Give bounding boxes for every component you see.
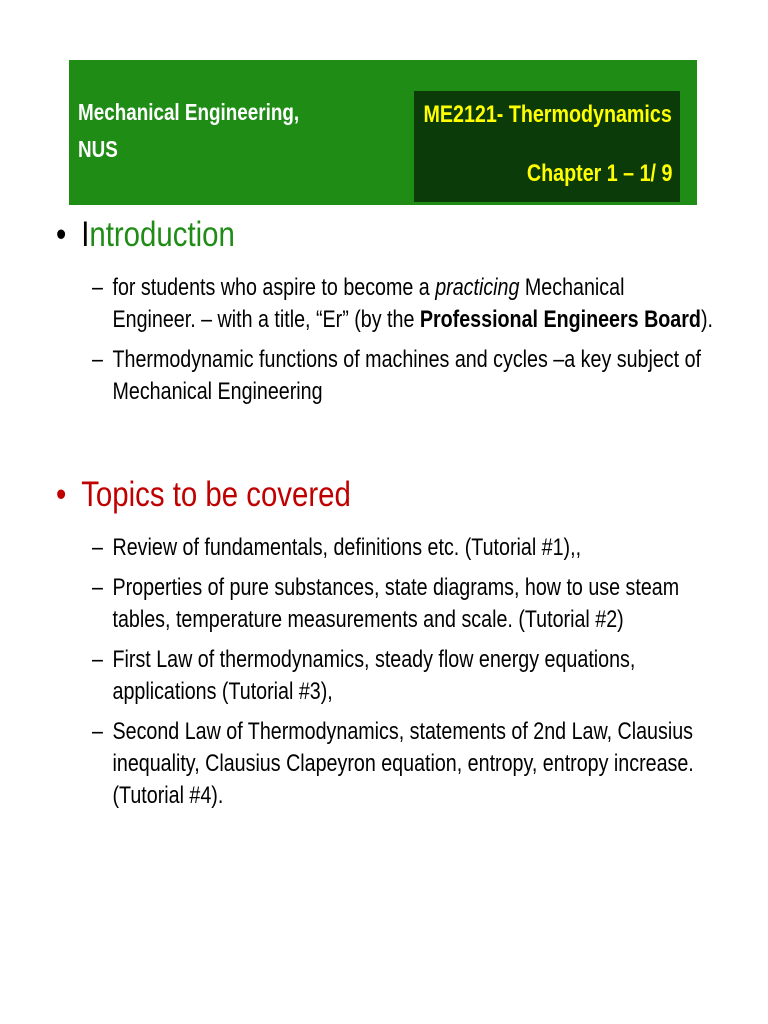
topics-heading-text: Topics to be covered xyxy=(81,475,351,514)
list-item-line: Properties of pure substances, state diagrams, how to use steam xyxy=(112,574,680,601)
department-line-2: NUS xyxy=(78,136,118,162)
list-item-line: (Tutorial #4). xyxy=(112,782,224,809)
bold-text: Professional Engineers Board xyxy=(419,306,701,333)
dash-icon: – xyxy=(92,718,103,745)
topics-heading xyxy=(56,475,351,515)
dash-icon: – xyxy=(92,646,103,673)
list-item xyxy=(92,572,694,636)
text-run: Mechanical xyxy=(519,274,625,301)
text-run: for students who aspire to become a xyxy=(112,274,436,301)
dash-icon: – xyxy=(92,346,103,373)
list-item xyxy=(92,532,694,564)
list-item xyxy=(92,344,713,408)
list-item-line xyxy=(113,304,713,336)
bullet-icon: • xyxy=(56,475,67,514)
list-item-line: Review of fundamentals, definitions etc. (Tutorial #1),, xyxy=(112,534,582,561)
bullet-icon: • xyxy=(56,215,67,254)
list-item-line: tables, temperature measurements and scale. (Tutorial #2) xyxy=(112,606,624,633)
emphasis-text: practicing xyxy=(435,274,520,301)
course-box xyxy=(414,91,680,202)
list-item-line: Thermodynamic functions of machines and cycles –a key subject of xyxy=(112,346,702,373)
list-item-line: applications (Tutorial #3), xyxy=(112,678,333,705)
text-run: Engineer. – with a title, “Er” (by the xyxy=(112,306,420,333)
list-item-line: Second Law of Thermodynamics, statements of 2nd Law, Clausius xyxy=(112,718,694,745)
introduction-heading-text: ntroduction xyxy=(89,215,235,254)
introduction-list xyxy=(92,272,768,416)
department-label xyxy=(78,94,299,168)
dash-icon: – xyxy=(92,274,103,301)
list-item-line: First Law of thermodynamics, steady flow energy equations, xyxy=(112,646,636,673)
slide-header xyxy=(69,60,697,205)
dash-icon: – xyxy=(92,534,103,561)
dash-icon: – xyxy=(92,574,103,601)
introduction-first-letter: I xyxy=(81,215,90,254)
text-run: ). xyxy=(700,306,713,333)
list-item xyxy=(92,716,694,812)
list-item xyxy=(92,644,694,708)
introduction-heading xyxy=(56,215,235,255)
list-item-line: Mechanical Engineering xyxy=(112,378,323,405)
department-line-1: Mechanical Engineering, xyxy=(78,99,300,125)
list-item xyxy=(92,272,713,336)
list-item-line: inequality, Clausius Clapeyron equation, entropy, entropy increase. xyxy=(112,750,694,777)
course-title: ME2121- Thermodynamics xyxy=(423,101,672,128)
list-item-line xyxy=(113,272,713,304)
chapter-label: Chapter 1 – 1/ 9 xyxy=(526,160,672,187)
topics-list xyxy=(92,532,768,820)
